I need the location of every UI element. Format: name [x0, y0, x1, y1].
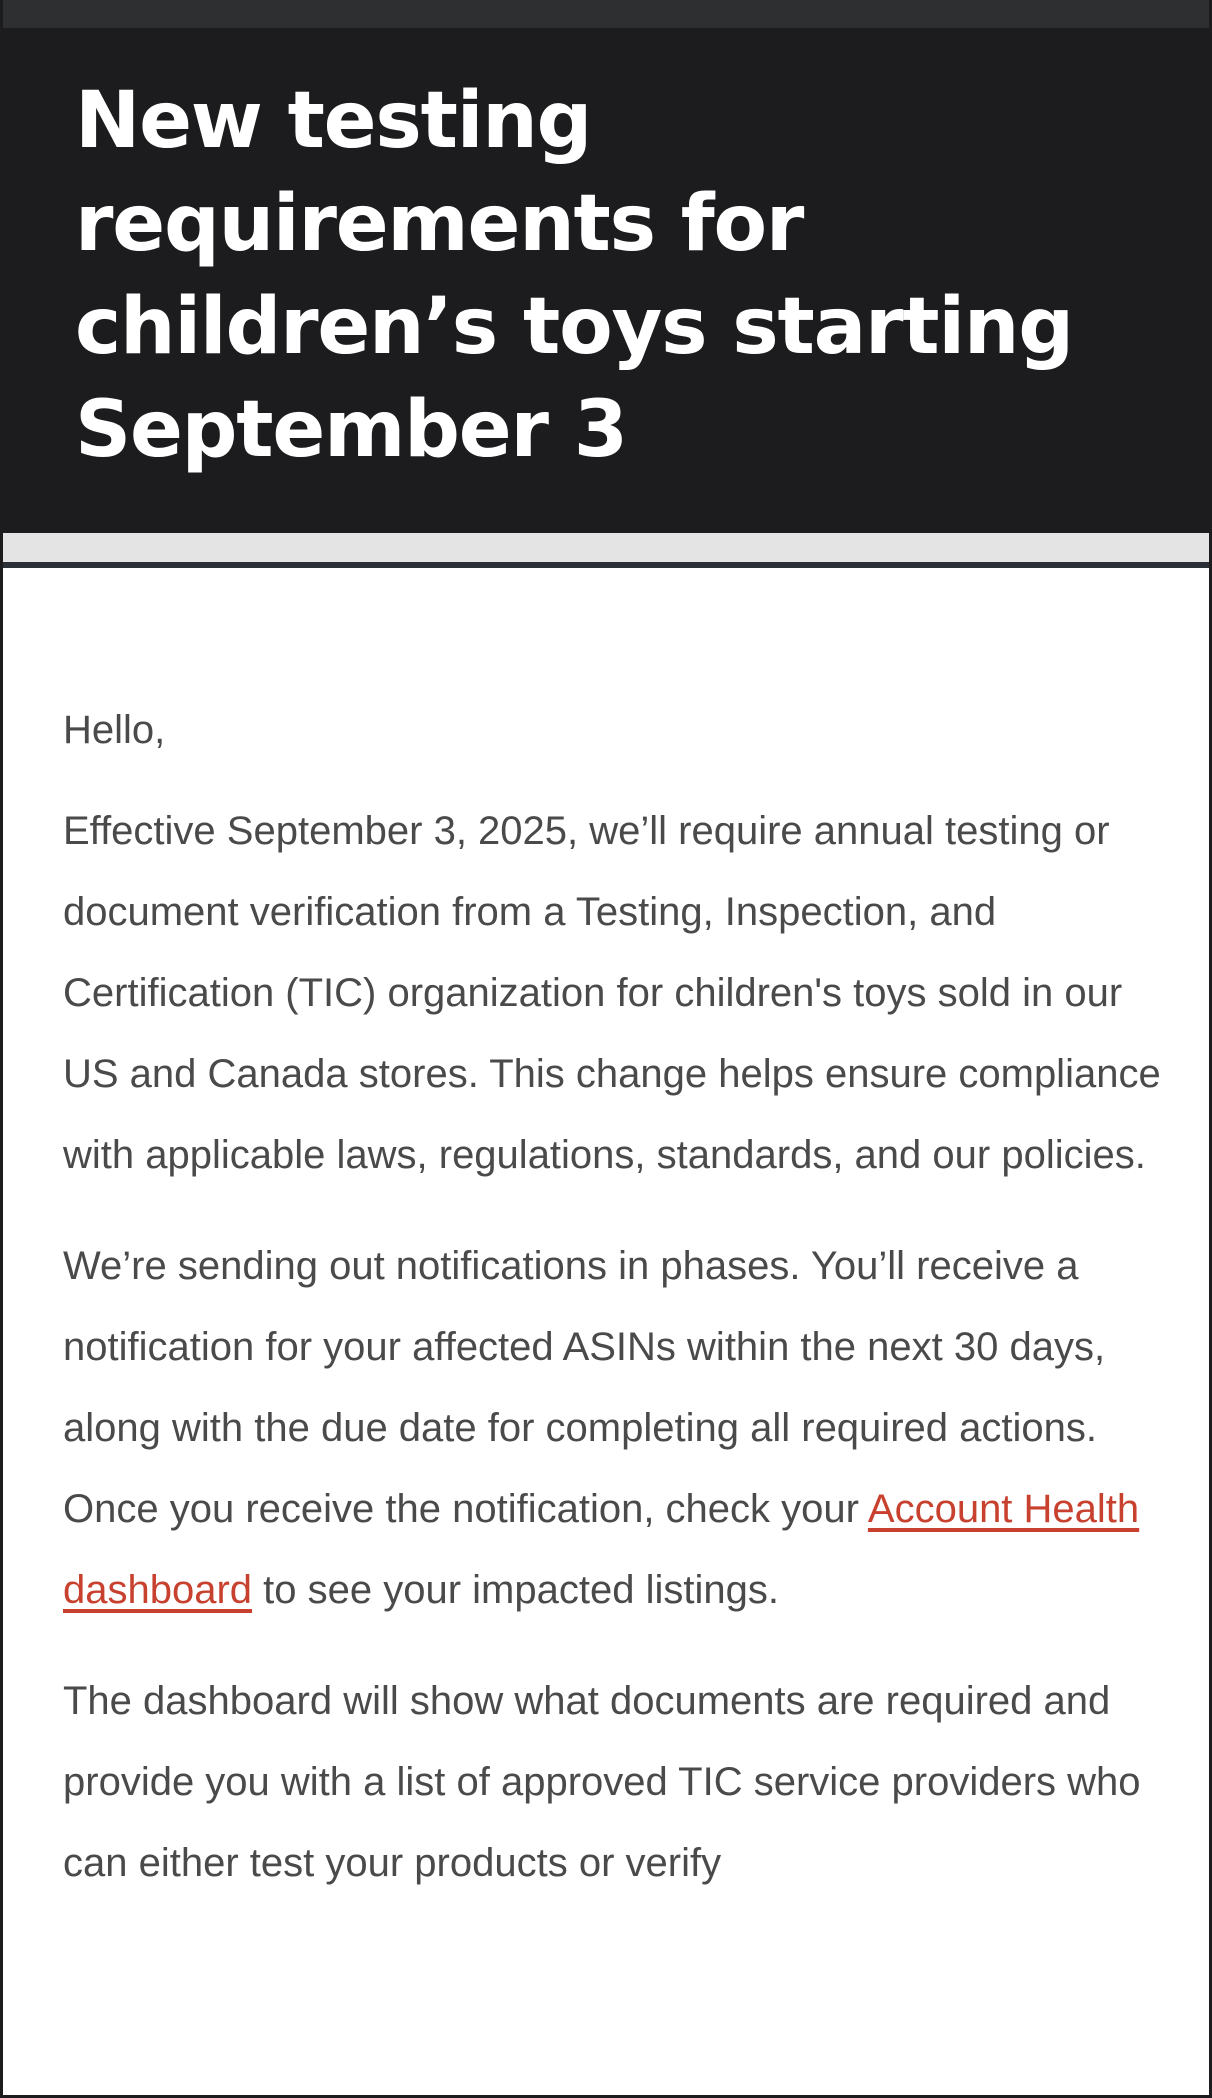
divider-line: [0, 562, 1212, 568]
top-strip: [0, 0, 1212, 30]
paragraph-notifications-text: We’re sending out notifications in phases. You’ll receive a notification for your affected ASINs within the next 30 days, along with the due date for completing all required actions. Once you receive the notification, check your: [63, 1244, 1106, 1531]
header-banner: [0, 28, 1212, 533]
paragraph-notifications-text-end: to see your impacted listings.: [252, 1568, 779, 1612]
page-title: New testing requirements for children’s toys starting September 3: [75, 76, 1073, 475]
paragraph-notifications: [63, 1226, 1163, 1631]
paragraph-dashboard: The dashboard will show what documents are required and provide you with a list of approved TIC service providers who can either test your products or verify: [63, 1679, 1141, 1885]
account-health-dashboard-link[interactable]: Account Health dashboard: [63, 1487, 1140, 1612]
paragraph-effective-date: Effective September 3, 2025, we’ll require annual testing or document verification from a Testing, Inspection, and Certification (TIC) organization for children's toys sold in our US and Canada stores. This change helps ensure compliance with applicable laws, regulations, standards, and our policies.: [63, 809, 1161, 1177]
greeting: Hello,: [63, 708, 166, 752]
message-body: [63, 690, 1163, 1934]
divider-band: [3, 533, 1209, 564]
